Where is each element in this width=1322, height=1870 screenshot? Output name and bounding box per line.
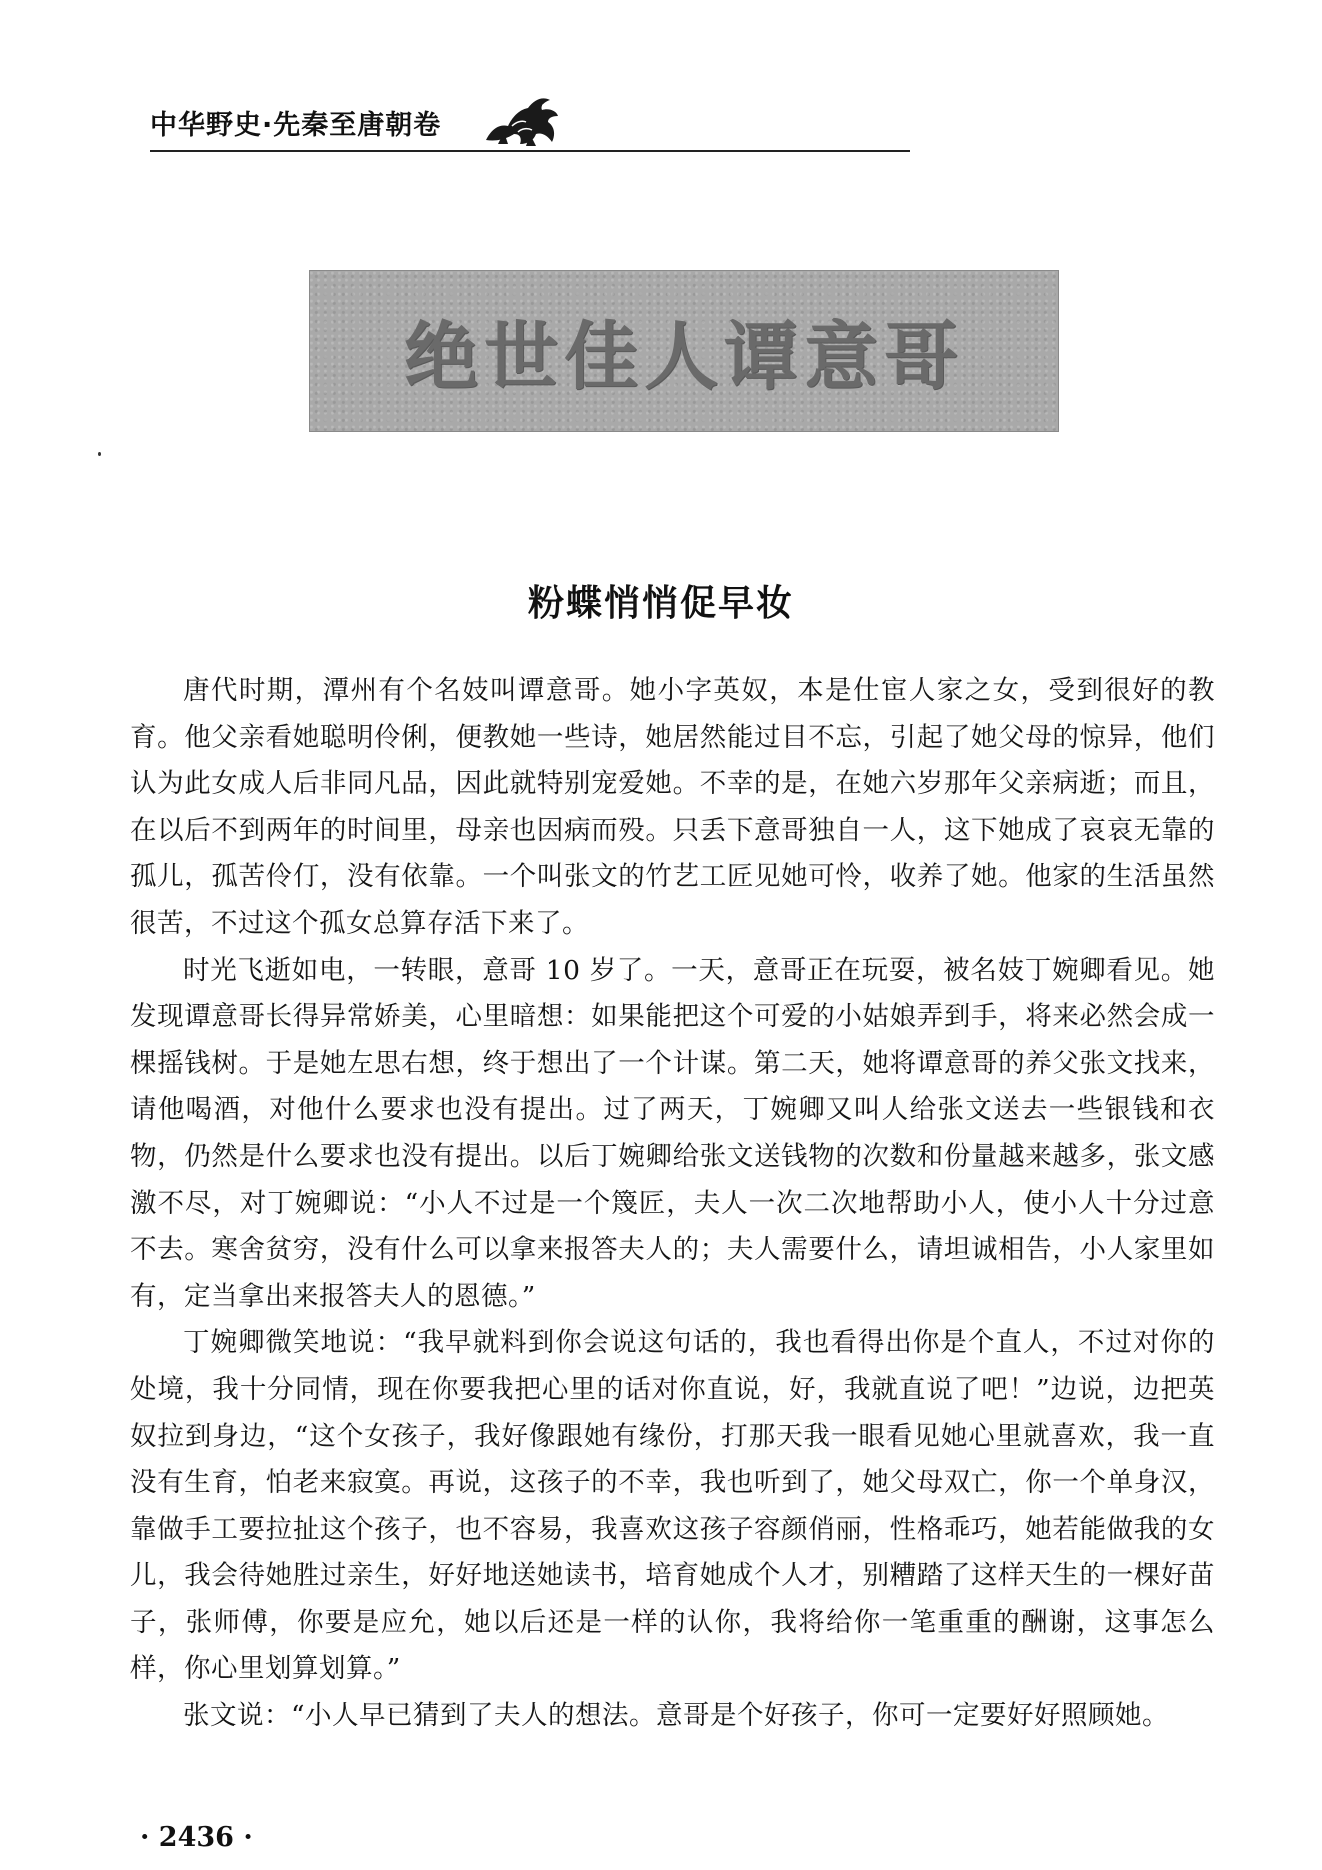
header-rule (150, 150, 910, 152)
body-text (130, 668, 1215, 1740)
paragraph: 时光飞逝如电，一转眼，意哥 10 岁了。一天，意哥正在玩耍，被名妓丁婉卿看见。她发现谭意哥长得异常娇美，心里暗想：如果能把这个可爱的小姑娘弄到手，将来必然会成一棵摇钱树。于是她左思右想，终于想出了一个计谋。第二天，她将谭意哥的养父张文找来，请他喝酒，对他什么要求也没有提出。过了两天，丁婉卿又叫人给张文送去一些银钱和衣物，仍然是什么要求也没有提出。以后丁婉卿给张文送钱物的次数和份量越来越多，张文感激不尽，对丁婉卿说：“小人不过是一个篾匠，夫人一次二次地帮助小人，使小人十分过意不去。寒舍贫穷，没有什么可以拿来报答夫人的；夫人需要什么，请坦诚相告，小人家里如有，定当拿出来报答夫人的恩德。” (130, 954, 1215, 1312)
paragraph: 丁婉卿微笑地说：“我早就料到你会说这句话的，我也看得出你是个直人，不过对你的处境，我十分同情，现在你要我把心里的话对你直说，好，我就直说了吧！”边说，边把英奴拉到身边，“这个女孩子，我好像跟她有缘份，打那天我一眼看见她心里就喜欢，我一直没有生育，怕老来寂寞。再说，这孩子的不幸，我也听到了，她父母双亡，你一个单身汉，靠做手工要拉扯这个孩子，也不容易，我喜欢这孩子容颜俏丽，性格乖巧，她若能做我的女儿，我会待她胜过亲生，好好地送她读书，培育她成个人才，别糟踏了这样天生的一棵好苗子，张师傅，你要是应允，她以后还是一样的认你，我将给你一笔重重的酬谢，这事怎么样，你心里划算划算。” (130, 1327, 1215, 1685)
chapter-title-banner (309, 270, 1059, 432)
paragraph: 唐代时期，潭州有个名妓叫谭意哥。她小字英奴，本是仕宦人家之女，受到很好的教育。他父亲看她聪明伶俐，便教她一些诗，她居然能过目不忘，引起了她父母的惊异，他们认为此女成人后非同凡品，因此就特别宠爱她。不幸的是，在她六岁那年父亲病逝；而且，在以后不到两年的时间里，母亲也因病而殁。只丢下意哥独自一人，这下她成了哀哀无靠的孤儿，孤苦伶仃，没有依靠。一个叫张文的竹艺工匠见她可怜，收养了她。他家的生活虽然很苦，不过这个孤女总算存活下来了。 (130, 675, 1215, 939)
paragraph: 张文说：“小人早已猜到了夫人的想法。意哥是个好孩子，你可一定要好好照顾她。 (183, 1700, 1170, 1732)
chapter-title: 绝世佳人谭意哥 (404, 314, 964, 400)
page-number: · 2436 · (140, 1822, 253, 1853)
scan-speck (98, 452, 101, 456)
running-header-title: 中华野史·先秦至唐朝卷 (150, 110, 442, 141)
section-heading: 粉蝶悄悄促早妆 (527, 583, 794, 624)
dragon-ornament-icon (478, 88, 564, 150)
